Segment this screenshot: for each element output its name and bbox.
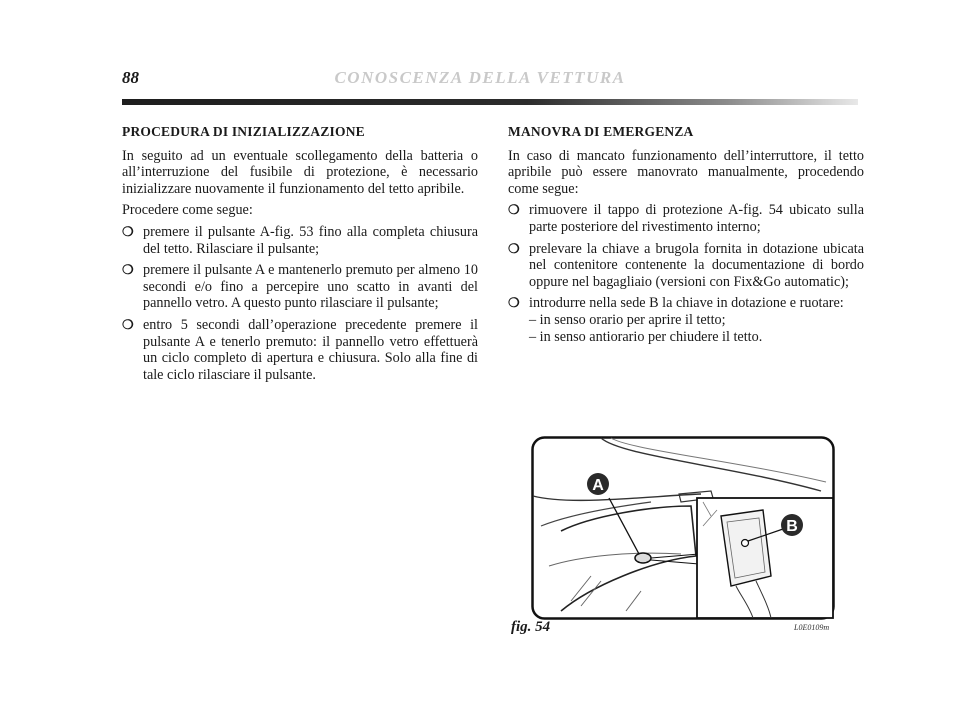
rotation-direction-close: – in senso antiorario per chiudere il tetto. (529, 328, 763, 345)
list-item (508, 241, 864, 291)
bullet-circle-icon: ❍ (508, 240, 520, 256)
bullet-circle-icon: ❍ (508, 295, 520, 311)
intro-paragraph: In caso di mancato funzionamento dell’interruttore, il tetto apribile può essere manovrato manualmente, procedendo come segue: (508, 147, 864, 197)
list-item (122, 262, 478, 312)
figure-caption: fig. 54 (511, 619, 551, 635)
header-title: CONOSCENZA DELLA VETTURA (334, 68, 626, 87)
list-item-text: prelevare la chiave a brugola fornita in dotazione ubicata nel contenitore contenente la documentazione di bordo oppure nel bagagliaio (versioni con Fix&Go automatic); (529, 240, 864, 290)
list-item-text: premere il pulsante A e mantenerlo premuto per almeno 10 secondi e/o fino a percepire uno scatto in avanti del pannello vetro. A questo punto rilasciare il pulsante; (143, 262, 478, 312)
rotation-direction-open: – in senso orario per aprire il tetto; (529, 311, 726, 328)
figure-code: L0E0109m (794, 623, 830, 632)
callout-b-label: B (786, 518, 798, 535)
bullet-circle-icon: ❍ (508, 202, 520, 218)
bullet-circle-icon: ❍ (122, 223, 134, 239)
header-rule (122, 99, 858, 105)
list-item-text: premere il pulsante A-fig. 53 fino alla completa chiusura del tetto. Rilasciare il pulsante; (143, 223, 478, 257)
figure-54-illustration (531, 436, 835, 620)
intro-paragraph: In seguito ad un eventuale scollegamento della batteria o all’interruzione del fusibile di protezione, è necessario inizializzare nuovamente il funzionamento del tetto apribile. (122, 147, 478, 197)
bullet-circle-icon: ❍ (122, 316, 134, 332)
list-item-text: rimuovere il tappo di protezione A-fig. 54 ubicato sulla parte posteriore del rivestimento interno; (529, 202, 864, 235)
right-column (508, 124, 864, 350)
list-item-text: entro 5 secondi dall’operazione precedente premere il pulsante A e tenerlo premuto: il pannello vetro effettuerà un ciclo completo di apertura e chiusura. Solo alla fine di tale ciclo rilasciare il pulsante. (143, 316, 478, 383)
section-title-initialization: PROCEDURA DI INIZIALIZZAZIONE (122, 124, 365, 139)
page-number: 88 (122, 68, 139, 87)
section-title-emergency: MANOVRA DI EMERGENZA (508, 124, 694, 139)
list-item (122, 317, 478, 383)
procedure-line: Procedere come segue: (122, 202, 253, 219)
sunroof-emergency-drawing (531, 436, 835, 620)
callout-a-label: A (592, 477, 604, 494)
bullet-circle-icon: ❍ (122, 262, 134, 278)
left-column (122, 124, 478, 388)
list-item (122, 224, 478, 257)
list-item (508, 202, 864, 235)
list-item-text: introdurre nella sede B la chiave in dotazione e ruotare: (529, 295, 844, 312)
list-item (508, 295, 864, 345)
